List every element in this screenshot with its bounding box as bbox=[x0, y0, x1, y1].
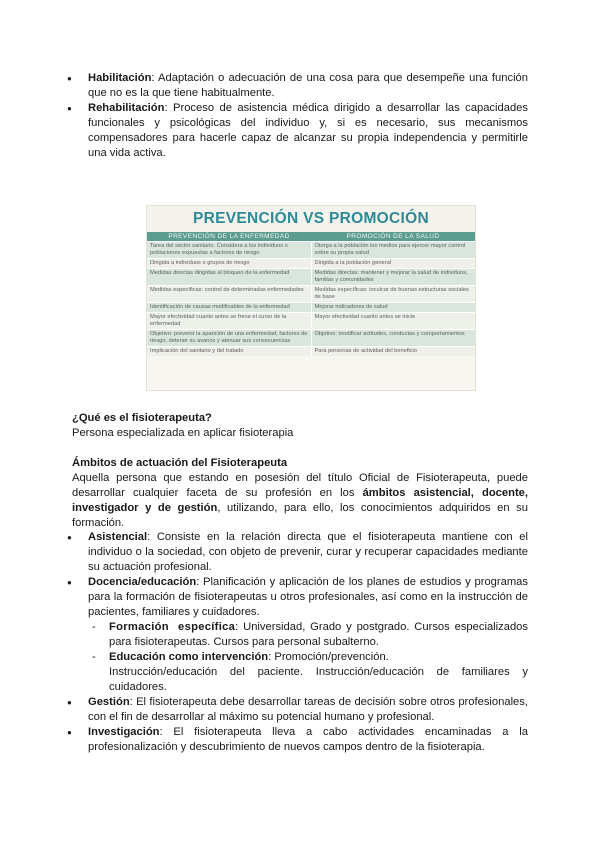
table-header bbox=[147, 232, 475, 241]
definition-formacion: Universidad, Grado y postgrado. Cursos especializados para fisioterapeutas. Cursos para personal subalterno. bbox=[109, 621, 528, 648]
table-cell: Mayor efectividad cuanto antes se frene el curso de la enfermedad bbox=[150, 314, 287, 327]
fisioterapeuta-section bbox=[72, 411, 528, 441]
question-heading: ¿Qué es el fisioterapeuta? bbox=[72, 412, 212, 424]
ambitos-section bbox=[72, 456, 528, 531]
table-cell: Medidas directas: mantener y mejorar la salud de individuos, familias y comunidades bbox=[311, 269, 476, 285]
term-separator: : bbox=[196, 576, 200, 588]
list-item-docencia bbox=[88, 575, 528, 695]
table-cell: Identificación de causas modificables de la enfermedad bbox=[150, 304, 290, 310]
table-cell: Objetivo: modificar actitudes, conductas y comportamientos bbox=[311, 330, 476, 346]
table-row bbox=[147, 346, 475, 356]
table-cell: Tarea del sector sanitario. Considera a los individuos o poblaciones expuestas a factores de riesgo bbox=[150, 243, 288, 256]
sub-item-educacion bbox=[109, 650, 528, 695]
table-header-promotion: PROMOCIÓN DE LA SALUD bbox=[346, 233, 440, 240]
intro-bold-text: ámbitos asistencial, docente, investigador y de gestión bbox=[72, 487, 528, 514]
table-row bbox=[147, 329, 475, 346]
sub-item-formacion bbox=[109, 620, 528, 650]
table-cell: Mayor efectividad cuanto antes se inicie bbox=[311, 313, 476, 329]
docencia-sub-list bbox=[109, 620, 528, 695]
table-cell: Mejorar indicadores de salud bbox=[311, 303, 476, 312]
list-item-gestion bbox=[88, 695, 528, 725]
table-cell: Objetivo: prevenir la aparición de una enfermedad, factores de riesgo, detener su avance y atenuar sus consecuencias bbox=[150, 331, 308, 344]
term-educacion: Educación como intervención bbox=[109, 651, 269, 663]
intro-text-end: , utilizando, para ello, los conocimientos adquiridos en su formación. bbox=[72, 502, 528, 529]
definition-asistencial: Consiste en la relación directa que el fisioterapeuta mantiene con el individuo o la sociedad, con objeto de prevenir, curar y recuperar capacidades mediante su actuación profesional. bbox=[88, 531, 528, 573]
table-cell: Dirigida a la población general bbox=[311, 259, 476, 268]
table-cell: Otorga a la población los medios para ejercer mayor control sobre su propia salud bbox=[311, 242, 476, 258]
table-cell: Implicación del sanitario y del tratado bbox=[150, 348, 244, 354]
table-row bbox=[147, 241, 475, 258]
definition-rehabilitacion: Proceso de asistencia médica dirigido a desarrollar las capacidades funcionales y psicológicas del individuo y, si es necesario, sus mecanismos compensadores para hacerle capaz de alcanzar su propia independencia y permitirle una vida activa. bbox=[88, 102, 528, 159]
table-row bbox=[147, 268, 475, 285]
table-cell: Dirigida a individuos o grupos de riesgo bbox=[150, 260, 250, 266]
list-item-habilitacion bbox=[88, 71, 528, 101]
table-title: PREVENCIÓN VS PROMOCIÓN bbox=[147, 206, 475, 232]
term-separator: : bbox=[235, 621, 239, 633]
table-row bbox=[147, 258, 475, 268]
table-row bbox=[147, 285, 475, 302]
term-separator: : bbox=[151, 72, 155, 84]
section-heading: Ámbitos de actuación del Fisioterapeuta bbox=[72, 457, 288, 469]
term-formacion: Formación específica bbox=[109, 621, 236, 633]
term-gestion: Gestión bbox=[88, 696, 130, 708]
term-asistencial: Asistencial bbox=[88, 531, 148, 543]
term-separator: : bbox=[159, 726, 163, 738]
table-cell: Para personas de actividad del beneficio bbox=[311, 347, 476, 356]
definitions-list bbox=[88, 71, 528, 161]
term-separator: : bbox=[129, 696, 133, 708]
term-separator: : bbox=[164, 102, 168, 114]
term-investigacion: Investigación bbox=[88, 726, 160, 738]
table-cell: Medidas directas dirigidas al bloqueo de la enfermedad bbox=[150, 270, 290, 276]
definition-docencia: Planificación y aplicación de los planes de estudios y programas para la formación de fisioterapeutas u otros profesionales, así como en la instrucción de pacientes, familiares y cuidadores. bbox=[88, 576, 528, 618]
term-separator: : bbox=[147, 531, 151, 543]
list-item-asistencial bbox=[88, 530, 528, 575]
section-intro bbox=[72, 471, 528, 531]
table-header-prevention: PREVENCIÓN DE LA ENFERMEDAD bbox=[168, 233, 290, 240]
list-item-investigacion bbox=[88, 725, 528, 755]
intro-text: Aquella persona que estando en posesión del título Oficial de Fisioterapeuta, puede desarrollar cualquier faceta de su profesión en los bbox=[72, 472, 528, 499]
term-separator: : bbox=[268, 651, 272, 663]
table-cell: Medidas específicas: control de determinadas enfermedades bbox=[150, 287, 304, 293]
question-answer: Persona especializada en aplicar fisioterapia bbox=[72, 427, 294, 439]
definition-habilitacion: Adaptación o adecuación de una cosa para que desempeñe una función que no es la que tiene habitualmente. bbox=[88, 72, 528, 99]
list-item-rehabilitacion bbox=[88, 101, 528, 161]
table-row bbox=[147, 302, 475, 312]
term-rehabilitacion: Rehabilitación bbox=[88, 102, 165, 114]
definition-educacion-line2: Instrucción/educación del paciente. Instrucción/educación de familiares y cuidadores. bbox=[109, 666, 528, 693]
ambitos-list bbox=[88, 530, 528, 755]
term-habilitacion: Habilitación bbox=[88, 72, 152, 84]
prevention-vs-promotion-table bbox=[146, 205, 476, 391]
table-cell: Medidas específicas: inculcar de buenas estructuras sociales de base bbox=[311, 286, 476, 302]
term-docencia: Docencia/educación bbox=[88, 576, 197, 588]
definition-gestion: El fisioterapeuta debe desarrollar tareas de decisión sobre otros profesionales, con el fin de desarrollar al máximo su potencial humano y profesional. bbox=[88, 696, 528, 723]
definition-educacion: Promoción/prevención. bbox=[271, 651, 389, 663]
definition-investigacion: El fisioterapeuta lleva a cabo actividades encaminadas a la profesionalización y descubrimiento de nuevos campos dentro de la fisioterapia. bbox=[88, 726, 528, 753]
table-row bbox=[147, 312, 475, 329]
table-body bbox=[147, 241, 475, 356]
